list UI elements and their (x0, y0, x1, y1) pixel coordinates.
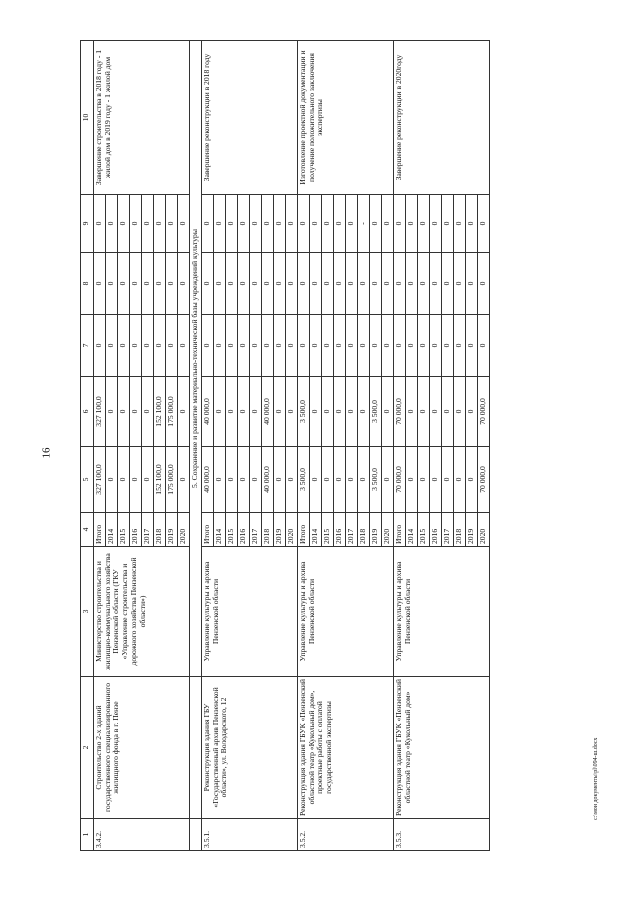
value-cell: 0 (358, 377, 370, 447)
value-cell: 0 (358, 447, 370, 513)
value-cell: 0 (94, 253, 106, 315)
value-cell: 0 (442, 315, 454, 377)
value-cell: 327 100,0 (94, 377, 106, 447)
value-cell: 0 (154, 253, 166, 315)
year-cell: 2017 (442, 513, 454, 547)
value-cell: 0 (346, 195, 358, 253)
header-cell: 1 (81, 819, 94, 851)
year-cell: 2015 (322, 513, 334, 547)
value-cell: 3 500,0 (298, 377, 310, 447)
value-cell: 0 (382, 315, 394, 377)
value-cell: 0 (286, 377, 298, 447)
value-cell: 0 (118, 377, 130, 447)
value-cell: 0 (214, 315, 226, 377)
value-cell: 0 (346, 377, 358, 447)
table-row (394, 41, 406, 851)
value-cell: 0 (178, 195, 190, 253)
value-cell: 0 (274, 253, 286, 315)
value-cell: 0 (454, 253, 466, 315)
item-number: 3.5.1. (202, 819, 298, 851)
value-cell: 0 (370, 195, 382, 253)
year-cell: Итого (94, 513, 106, 547)
value-cell: 0 (346, 447, 358, 513)
value-cell: 0 (250, 377, 262, 447)
value-cell: 0 (118, 315, 130, 377)
value-cell: 0 (406, 315, 418, 377)
value-cell: 0 (370, 315, 382, 377)
value-cell: 0 (466, 253, 478, 315)
value-cell: 0 (286, 195, 298, 253)
value-cell: 0 (274, 315, 286, 377)
value-cell: 0 (322, 253, 334, 315)
value-cell: 0 (226, 447, 238, 513)
value-cell: 0 (142, 447, 154, 513)
value-cell: 0 (118, 253, 130, 315)
value-cell: 3 500,0 (298, 447, 310, 513)
year-cell: 2017 (142, 513, 154, 547)
year-cell: 2014 (406, 513, 418, 547)
value-cell: 0 (394, 253, 406, 315)
value-cell: 0 (130, 195, 142, 253)
value-cell: 0 (142, 377, 154, 447)
year-cell: 2018 (454, 513, 466, 547)
value-cell: 0 (430, 447, 442, 513)
value-cell: 40 000,0 (202, 377, 214, 447)
item-number: 3.5.3. (394, 819, 490, 851)
item-result: Изготовление проектной документации и получение положительного заключения экспертизы (298, 41, 394, 195)
year-cell: 2014 (310, 513, 322, 547)
value-cell: 0 (334, 195, 346, 253)
year-cell: 2019 (166, 513, 178, 547)
year-cell: 2017 (346, 513, 358, 547)
value-cell: 0 (454, 377, 466, 447)
item-name: Строительство 2-х зданий государственного специализированного жилищного фонда в г. Пензе (94, 677, 190, 819)
value-cell: 0 (406, 195, 418, 253)
value-cell: 0 (178, 253, 190, 315)
value-cell: 152 100,0 (154, 377, 166, 447)
value-cell: 0 (310, 195, 322, 253)
value-cell: 175 000,0 (166, 447, 178, 513)
value-cell: 70 000,0 (478, 377, 490, 447)
year-cell: 2018 (358, 513, 370, 547)
value-cell: 0 (322, 195, 334, 253)
year-cell: 2016 (334, 513, 346, 547)
value-cell: 0 (382, 195, 394, 253)
value-cell: 40 000,0 (262, 377, 274, 447)
value-cell: 0 (214, 447, 226, 513)
value-cell: 0 (334, 377, 346, 447)
header-cell: 2 (81, 677, 94, 819)
table-row (94, 41, 106, 851)
value-cell: 0 (262, 195, 274, 253)
value-cell: 0 (238, 253, 250, 315)
value-cell: 3 500,0 (370, 377, 382, 447)
value-cell: 0 (478, 315, 490, 377)
value-cell: 0 (454, 195, 466, 253)
value-cell: 0 (310, 253, 322, 315)
value-cell: 0 (310, 315, 322, 377)
item-number: 3.4.2. (94, 819, 190, 851)
table-body (81, 41, 490, 851)
value-cell: 0 (430, 253, 442, 315)
year-cell: 2018 (154, 513, 166, 547)
year-cell: 2015 (418, 513, 430, 547)
rotated-page (80, 41, 603, 851)
value-cell: 0 (130, 377, 142, 447)
value-cell: 0 (274, 447, 286, 513)
value-cell: 0 (346, 315, 358, 377)
value-cell: 0 (130, 253, 142, 315)
value-cell: 0 (142, 195, 154, 253)
page-number: 16 (40, 447, 53, 459)
year-cell: 2016 (238, 513, 250, 547)
value-cell: 0 (118, 195, 130, 253)
value-cell: 0 (166, 253, 178, 315)
value-cell: 0 (298, 315, 310, 377)
header-row (81, 41, 94, 851)
value-cell: 0 (478, 253, 490, 315)
value-cell: 0 (250, 315, 262, 377)
header-cell: 6 (81, 377, 94, 447)
item-number: 3.5.2. (298, 819, 394, 851)
value-cell: 0 (430, 315, 442, 377)
value-cell: - (358, 195, 370, 253)
year-cell: 2019 (466, 513, 478, 547)
year-cell: 2015 (118, 513, 130, 547)
item-name: Реконструкция здания ГБУК «Пензенский областной театр «Кукольный дом», проектные работы с оплатой государственной экспертизы (298, 677, 394, 819)
value-cell: 0 (382, 447, 394, 513)
value-cell: 0 (454, 447, 466, 513)
value-cell: 0 (418, 195, 430, 253)
value-cell: 0 (418, 447, 430, 513)
value-cell: 0 (226, 377, 238, 447)
item-executor: Министерство строительства и жилищно-коммунального хозяйства Пензенской области (ГКУ «Управление строительства и дорожного хозяйства Пензенской области») (94, 547, 190, 677)
value-cell: 0 (274, 377, 286, 447)
year-cell: 2020 (478, 513, 490, 547)
section-row (190, 41, 202, 851)
value-cell: 70 000,0 (394, 447, 406, 513)
value-cell: 0 (274, 195, 286, 253)
item-executor: Управление культуры и архива Пензенской области (298, 547, 394, 677)
value-cell: 0 (238, 195, 250, 253)
value-cell: 0 (178, 315, 190, 377)
year-cell: 2020 (286, 513, 298, 547)
value-cell: 0 (166, 195, 178, 253)
value-cell: 0 (250, 195, 262, 253)
year-cell: 2016 (130, 513, 142, 547)
value-cell: 0 (370, 253, 382, 315)
value-cell: 0 (154, 195, 166, 253)
value-cell: 0 (106, 253, 118, 315)
value-cell: 175 000,0 (166, 377, 178, 447)
value-cell: 0 (430, 377, 442, 447)
header-cell: 8 (81, 253, 94, 315)
header-cell: 10 (81, 41, 94, 195)
item-name: Реконструкция здания ГБУК «Пензенский областной театр «Кукольный дом» (394, 677, 490, 819)
value-cell: 0 (478, 195, 490, 253)
value-cell: 0 (334, 253, 346, 315)
value-cell: 70 000,0 (478, 447, 490, 513)
value-cell: 0 (106, 447, 118, 513)
value-cell: 0 (466, 447, 478, 513)
section-title: 5. Сохранение и развитие материально-технической базы учреждений культуры (190, 41, 202, 677)
value-cell: 0 (250, 253, 262, 315)
year-cell: 2020 (382, 513, 394, 547)
value-cell: 0 (406, 447, 418, 513)
value-cell: 0 (202, 253, 214, 315)
value-cell: 0 (430, 195, 442, 253)
value-cell: 152 100,0 (154, 447, 166, 513)
value-cell: 0 (130, 447, 142, 513)
value-cell: 0 (238, 315, 250, 377)
header-cell: 7 (81, 315, 94, 377)
value-cell: 0 (238, 447, 250, 513)
value-cell: 0 (466, 377, 478, 447)
item-result: Завершение строительства в 2018 году - 1 жилой дом в 2019 году - 1 жилой дом (94, 41, 190, 195)
year-cell: 2019 (370, 513, 382, 547)
value-cell: 70 000,0 (394, 377, 406, 447)
year-cell: 2018 (262, 513, 274, 547)
value-cell: 3 500,0 (370, 447, 382, 513)
value-cell: 0 (226, 195, 238, 253)
value-cell: 0 (142, 315, 154, 377)
value-cell: 0 (226, 315, 238, 377)
value-cell: 0 (262, 253, 274, 315)
value-cell: 0 (442, 253, 454, 315)
value-cell: 0 (322, 447, 334, 513)
value-cell: 0 (214, 195, 226, 253)
value-cell: 0 (394, 315, 406, 377)
value-cell: 0 (358, 315, 370, 377)
value-cell: 0 (418, 377, 430, 447)
value-cell: 0 (334, 447, 346, 513)
value-cell: 0 (310, 447, 322, 513)
value-cell: 0 (346, 253, 358, 315)
value-cell: 0 (322, 315, 334, 377)
value-cell: 40 000,0 (202, 447, 214, 513)
item-executor: Управление культуры и архива Пензенской области (394, 547, 490, 677)
value-cell: 0 (298, 253, 310, 315)
value-cell: 0 (358, 253, 370, 315)
year-cell: 2020 (178, 513, 190, 547)
value-cell: 40 000,0 (262, 447, 274, 513)
value-cell: 0 (142, 253, 154, 315)
value-cell: 0 (130, 315, 142, 377)
value-cell: 0 (226, 253, 238, 315)
header-cell: 9 (81, 195, 94, 253)
year-cell: 2014 (214, 513, 226, 547)
value-cell: 0 (442, 377, 454, 447)
table-row (298, 41, 310, 851)
value-cell: 0 (454, 315, 466, 377)
year-cell: 2015 (226, 513, 238, 547)
value-cell: 0 (106, 195, 118, 253)
value-cell: 0 (94, 315, 106, 377)
value-cell: 0 (382, 377, 394, 447)
item-name: Реконструкция здания ГБУ «Государственный архив Пензенской области», ул. Володарского, 12 (202, 677, 298, 819)
value-cell: 0 (106, 315, 118, 377)
value-cell: 0 (238, 377, 250, 447)
item-executor: Управление культуры и архива Пензенской области (202, 547, 298, 677)
section-empty (190, 819, 202, 851)
value-cell: 0 (406, 377, 418, 447)
value-cell: 327 100,0 (94, 447, 106, 513)
value-cell: 0 (166, 315, 178, 377)
value-cell: 0 (214, 253, 226, 315)
item-result: Завершение реконструкции в 2020году (394, 41, 490, 195)
value-cell: 0 (286, 253, 298, 315)
value-cell: 0 (154, 315, 166, 377)
value-cell: 0 (322, 377, 334, 447)
value-cell: 0 (118, 447, 130, 513)
year-cell: Итого (298, 513, 310, 547)
value-cell: 0 (394, 195, 406, 253)
year-cell: Итого (394, 513, 406, 547)
value-cell: 0 (286, 315, 298, 377)
value-cell: 0 (286, 447, 298, 513)
value-cell: 0 (442, 195, 454, 253)
header-cell: 4 (81, 513, 94, 547)
header-cell: 3 (81, 547, 94, 677)
footer-path: c:\мои документы\pl\094-ш.docx (593, 737, 599, 820)
value-cell: 0 (94, 195, 106, 253)
year-cell: 2016 (430, 513, 442, 547)
value-cell: 0 (178, 447, 190, 513)
value-cell: 0 (214, 377, 226, 447)
value-cell: 0 (466, 315, 478, 377)
value-cell: 0 (310, 377, 322, 447)
value-cell: 0 (298, 195, 310, 253)
value-cell: 0 (382, 253, 394, 315)
value-cell: 0 (202, 315, 214, 377)
value-cell: 0 (106, 377, 118, 447)
value-cell: 0 (202, 195, 214, 253)
value-cell: 0 (334, 315, 346, 377)
value-cell: 0 (178, 377, 190, 447)
value-cell: 0 (262, 315, 274, 377)
year-cell: 2014 (106, 513, 118, 547)
table-row (202, 41, 214, 851)
item-result: Завершение реконструкции в 2018 году (202, 41, 298, 195)
value-cell: 0 (250, 447, 262, 513)
year-cell: 2017 (250, 513, 262, 547)
year-cell: Итого (202, 513, 214, 547)
value-cell: 0 (442, 447, 454, 513)
value-cell: 0 (418, 253, 430, 315)
year-cell: 2019 (274, 513, 286, 547)
value-cell: 0 (466, 195, 478, 253)
program-table (80, 40, 490, 851)
value-cell: 0 (406, 253, 418, 315)
header-cell: 5 (81, 447, 94, 513)
value-cell: 0 (418, 315, 430, 377)
section-empty (190, 677, 202, 819)
